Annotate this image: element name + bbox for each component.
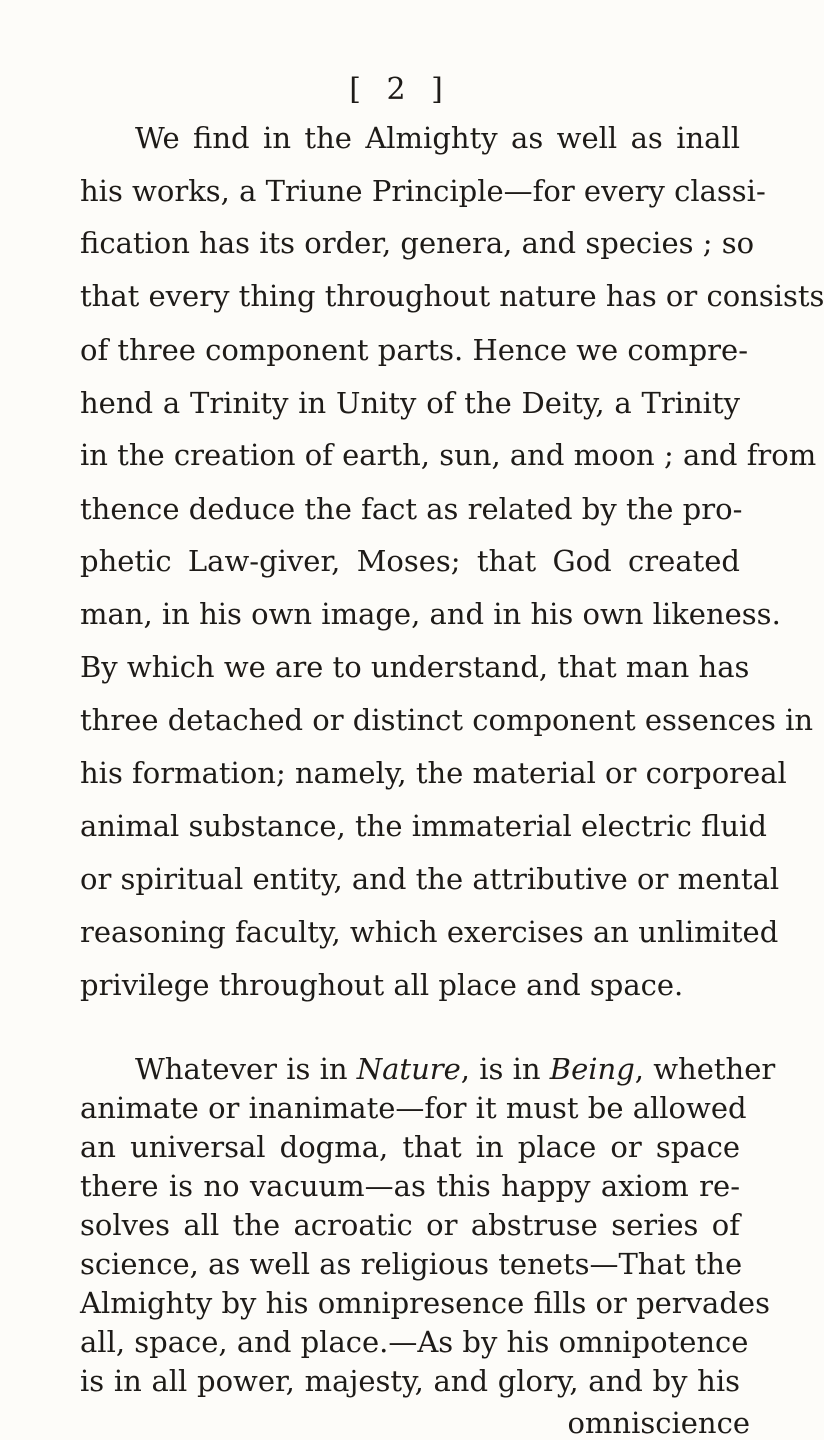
nature-italic: Nature (356, 1052, 461, 1086)
paragraph-1-line-2: his works, a Triune Principle—for every classi- (80, 174, 766, 208)
paragraph-2-line-8: all, space, and place.—As by his omnipotence (80, 1325, 749, 1359)
paragraph-1-line-4: that every thing throughout nature has or consists (80, 279, 824, 313)
paragraph-2-line-6: science, as well as religious tenets—That the (80, 1247, 743, 1281)
paragraph-1-line-1: We find in the Almighty as well as inall (135, 121, 740, 155)
catchword: omniscience (567, 1406, 750, 1440)
paragraph-1-line-5: of three component parts. Hence we compre- (80, 333, 748, 367)
paragraph-2-line-5: solves all the acroatic or abstruse series of (80, 1208, 740, 1242)
paragraph-1-line-16: reasoning faculty, which exercises an unlimited (80, 915, 779, 949)
paragraph-2-line-2: animate or inanimate—for it must be allowed (80, 1091, 747, 1125)
paragraph-1-line-9: phetic Law-giver, Moses; that God created (80, 544, 740, 578)
paragraph-2-line-9: is in all power, majesty, and glory, and by his (80, 1364, 740, 1398)
paragraph-2-line-1 (135, 1052, 776, 1086)
paragraph-1-line-12: three detached or distinct component essences in (80, 703, 814, 737)
paragraph-1-line-13: his formation; namely, the material or corporeal (80, 756, 787, 790)
paragraph-2-line-7: Almighty by his omnipresence fills or pervades (80, 1286, 770, 1320)
paragraph-2-line-1-c: , whether (634, 1052, 776, 1086)
paragraph-2-line-1-a: Whatever is in (135, 1052, 357, 1086)
paragraph-1-line-10: man, in his own image, and in his own likeness. (80, 597, 781, 631)
paragraph-1-line-8: thence deduce the fact as related by the pro- (80, 492, 743, 526)
paragraph-1-line-15: or spiritual entity, and the attributive or mental (80, 862, 780, 896)
paragraph-2-line-4: there is no vacuum—as this happy axiom re- (80, 1169, 740, 1203)
paragraph-1-line-11: By which we are to understand, that man has (80, 650, 750, 684)
being-italic: Being (549, 1052, 635, 1086)
paragraph-1-line-3: fication has its order, genera, and species ; so (80, 226, 755, 260)
paragraph-2-line-3: an universal dogma, that in place or space (80, 1130, 740, 1164)
paragraph-1-line-17: privilege throughout all place and space. (80, 968, 684, 1002)
page-number: [ 2 ] (349, 72, 451, 107)
paragraph-1-line-7: in the creation of earth, sun, and moon ; and from (80, 438, 817, 472)
paragraph-1-line-6: hend a Trinity in Unity of the Deity, a Trinity (80, 386, 740, 420)
paragraph-1-line-14: animal substance, the immaterial electric fluid (80, 809, 767, 843)
paragraph-2-line-1-b: , is in (460, 1052, 550, 1086)
